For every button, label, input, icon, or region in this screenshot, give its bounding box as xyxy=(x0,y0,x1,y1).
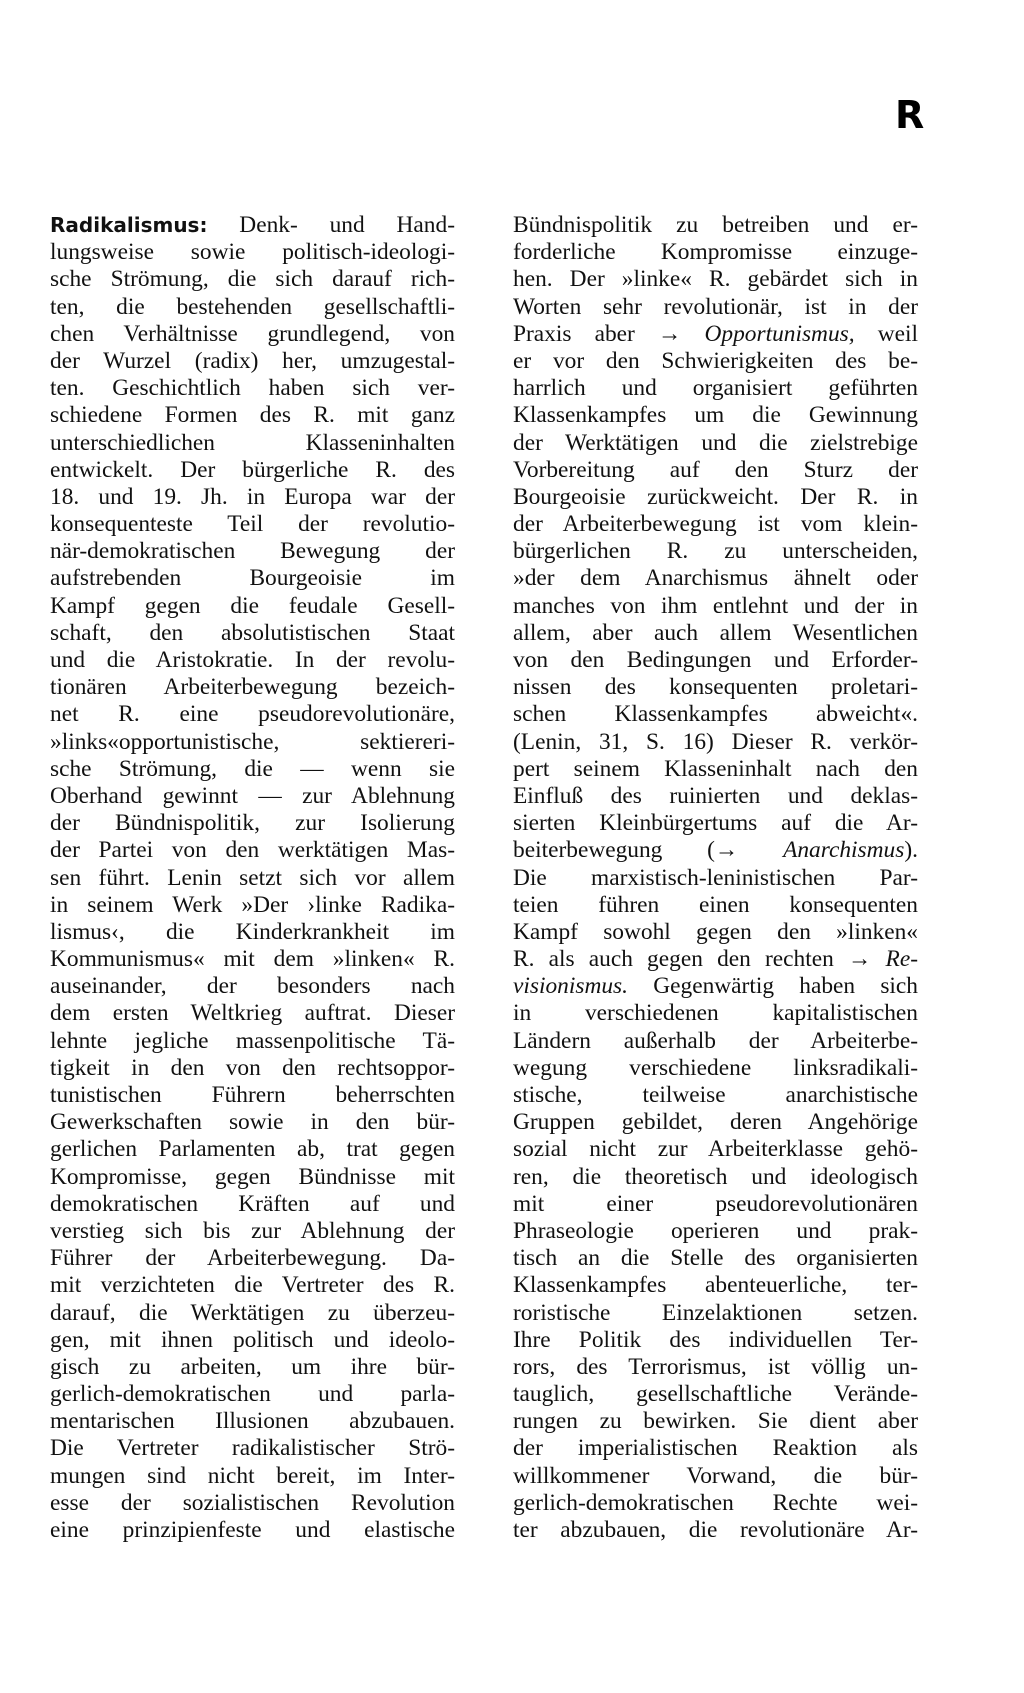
text-line: willkommener Vorwand, die bür- xyxy=(513,1462,918,1489)
text-line-segment: beiterbewegung (→ xyxy=(513,837,784,864)
text-line: Einfluß des ruinierten und deklas- xyxy=(513,782,918,809)
text-line: Kampf sowohl gegen den »linken« xyxy=(513,918,918,945)
text-line: Kompromisse, gegen Bündnisse mit xyxy=(50,1163,455,1190)
text-line-segment: Praxis aber → xyxy=(513,320,705,347)
text-line-segment: Gegenwärtig haben sich xyxy=(628,973,918,1000)
text-line: mit einer pseudorevolutionären xyxy=(513,1190,918,1217)
text-line: rors, des Terrorismus, ist völlig un- xyxy=(513,1353,918,1380)
text-line: mit verzichteten die Vertreter des R. xyxy=(50,1272,455,1299)
text-line: der Bündnispolitik, zur Isolierung xyxy=(50,810,455,837)
text-line: dem ersten Weltkrieg auftrat. Dieser xyxy=(50,1000,455,1027)
text-line: ren, die theoretisch und ideologisch xyxy=(513,1163,918,1190)
text-line: stische, teilweise anarchistische xyxy=(513,1082,918,1108)
text-line: esse der sozialistischen Revolution xyxy=(50,1489,455,1516)
cross-reference-revisionismus: Re- xyxy=(885,946,918,973)
text-line: schaft, den absolutistischen Staat xyxy=(50,619,455,646)
text-line: auseinander, der besonders nach xyxy=(50,973,455,1000)
text-line: verstieg sich bis zur Ablehnung der xyxy=(50,1217,455,1244)
text-line: aufstrebenden Bourgeoisie im xyxy=(50,565,455,592)
text-line-segment: R. als auch gegen den rechten → xyxy=(513,946,886,973)
text-line: Kampf gegen die feudale Gesell- xyxy=(50,592,455,619)
text-line: Führer der Arbeiterbewegung. Da- xyxy=(50,1245,455,1272)
text-line: in verschiedenen kapitalistischen xyxy=(513,1000,918,1027)
right-column xyxy=(513,212,918,1544)
text-line: hen. Der »linke« R. gebärdet sich in xyxy=(513,266,918,293)
cross-reference-anarchismus: Anarchismus xyxy=(783,837,905,864)
text-line: forderliche Kompromisse einzuge- xyxy=(513,239,918,266)
text-line: nissen des konsequenten proletari- xyxy=(513,674,918,701)
text-line: Die Vertreter radikalistischer Strö- xyxy=(50,1435,455,1462)
text-line: tauglich, gesellschaftliche Verände- xyxy=(513,1381,918,1408)
text-line: tigkeit in den von den rechtsoppor- xyxy=(50,1054,455,1081)
headword: Radikalismus: xyxy=(50,213,208,237)
text-line: wegung verschiedene linksradikali- xyxy=(513,1054,918,1081)
text-line: sierten Kleinbürgertums auf die Ar- xyxy=(513,810,918,837)
text-line: lehnte jegliche massenpolitische Tä- xyxy=(50,1027,455,1054)
text-line: demokratischen Kräften auf und xyxy=(50,1190,455,1217)
text-line: Ihre Politik des individuellen Ter- xyxy=(513,1326,918,1353)
text-line: Vorbereitung auf den Sturz der xyxy=(513,456,918,483)
text-line: lismus‹, die Kinderkrankheit im xyxy=(50,918,455,945)
text-line: ten, die bestehenden gesellschaftli- xyxy=(50,293,455,320)
text-line: sozial nicht zur Arbeiterklasse gehö- xyxy=(513,1136,918,1163)
text-line: gen, mit ihnen politisch und ideolo- xyxy=(50,1326,455,1353)
text-line: Bourgeoisie zurückweicht. Der R. in xyxy=(513,483,918,510)
text-line-segment: weil xyxy=(854,320,918,347)
text-line: der Werktätigen und die zielstrebige xyxy=(513,429,918,456)
text-line: gerlich-demokratischen Rechte wei- xyxy=(513,1489,918,1516)
text-line: när-demokratischen Bewegung der xyxy=(50,538,455,565)
text-line: 18. und 19. Jh. in Europa war der xyxy=(50,483,455,510)
text-line: »der dem Anarchismus ähnelt oder xyxy=(513,565,918,592)
text-line: er vor den Schwierigkeiten des be- xyxy=(513,347,918,374)
text-line: darauf, die Werktätigen zu überzeu- xyxy=(50,1299,455,1326)
text-line: schiedene Formen des R. mit ganz xyxy=(50,402,455,429)
text-line: chen Verhältnisse grundlegend, von xyxy=(50,320,455,347)
text-line: Oberhand gewinnt — zur Ablehnung xyxy=(50,782,455,809)
text-line: net R. eine pseudorevolutionäre, xyxy=(50,701,455,728)
text-line: von den Bedingungen und Erforder- xyxy=(513,647,918,673)
text-line xyxy=(50,212,455,239)
text-line xyxy=(513,973,918,1000)
text-line: Phraseologie operieren und prak- xyxy=(513,1217,918,1244)
text-line: manches von ihm entlehnt und der in xyxy=(513,592,918,619)
text-line: der imperialistischen Reaktion als xyxy=(513,1435,918,1462)
text-line: entwickelt. Der bürgerliche R. des xyxy=(50,456,455,483)
text-line: gerlichen Parlamenten ab, trat gegen xyxy=(50,1136,455,1163)
text-line: Klassenkampfes abenteuerliche, ter- xyxy=(513,1272,918,1299)
text-line: bürgerlichen R. zu unterscheiden, xyxy=(513,538,918,565)
text-line xyxy=(513,837,918,864)
text-line: tionären Arbeiterbewegung bezeich- xyxy=(50,674,455,701)
text-line: schen Klassenkampfes abweicht«. xyxy=(513,701,918,728)
text-line: ter abzubauen, die revolutionäre Ar- xyxy=(513,1517,918,1543)
text-line: harrlich und organisiert geführten xyxy=(513,375,918,402)
text-line: sche Strömung, die — wenn sie xyxy=(50,755,455,782)
text-line: roristische Einzelaktionen setzen. xyxy=(513,1299,918,1326)
text-line: mungen sind nicht bereit, im Inter- xyxy=(50,1462,455,1489)
text-line: pert seinem Klasseninhalt nach den xyxy=(513,755,918,782)
text-line: rungen zu bewirken. Sie dient aber xyxy=(513,1408,918,1435)
text-line: Klassenkampfes um die Gewinnung xyxy=(513,402,918,429)
text-line: und die Aristokratie. In der revolu- xyxy=(50,647,455,673)
text-line xyxy=(513,321,918,348)
text-line: tisch an die Stelle des organisierten xyxy=(513,1245,918,1272)
text-line-segment: Denk- und Hand- xyxy=(207,212,455,238)
text-line: allem, aber auch allem Wesentlichen xyxy=(513,619,918,646)
text-line: ten. Geschichtlich haben sich ver- xyxy=(50,375,455,402)
text-line: konsequenteste Teil der revolutio- xyxy=(50,511,455,538)
text-line: der Wurzel (radix) her, umzugestal- xyxy=(50,347,455,374)
text-line: der Partei von den werktätigen Mas- xyxy=(50,837,455,864)
text-line: Gewerkschaften sowie in den bür- xyxy=(50,1109,455,1136)
left-column xyxy=(50,212,455,1544)
text-line: gisch zu arbeiten, um ihre bür- xyxy=(50,1353,455,1380)
text-line: Ländern außerhalb der Arbeiterbe- xyxy=(513,1027,918,1054)
text-line: sen führt. Lenin setzt sich vor allem xyxy=(50,864,455,891)
text-line: eine prinzipienfeste und elastische xyxy=(50,1517,455,1543)
text-line: Worten sehr revolutionär, ist in der xyxy=(513,293,918,320)
text-line: unterschiedlichen Klasseninhalten xyxy=(50,429,455,456)
text-line: (Lenin, 31, S. 16) Dieser R. verkör- xyxy=(513,728,918,755)
text-line: sche Strömung, die sich darauf rich- xyxy=(50,266,455,293)
text-line: teien führen einen konsequenten xyxy=(513,891,918,918)
text-line: Kommunismus« mit dem »linken« R. xyxy=(50,946,455,973)
section-letter: R xyxy=(895,93,925,137)
text-line: tunistischen Führern beherrschten xyxy=(50,1082,455,1108)
text-line: Gruppen gebildet, deren Angehörige xyxy=(513,1109,918,1136)
text-line: Bündnispolitik zu betreiben und er- xyxy=(513,212,918,238)
text-line-segment: ). xyxy=(904,837,918,864)
text-line: »links«opportunistische, sektiereri- xyxy=(50,728,455,755)
text-line xyxy=(513,946,918,973)
text-line: gerlich-demokratischen und parla- xyxy=(50,1381,455,1408)
text-line: lungsweise sowie politisch-ideologi- xyxy=(50,239,455,266)
text-line: in seinem Werk »Der ›linke Radika- xyxy=(50,891,455,918)
text-line: Die marxistisch-leninistischen Par- xyxy=(513,864,918,891)
cross-reference-revisionismus-continued: visionismus. xyxy=(513,973,629,1000)
text-line: mentarischen Illusionen abzubauen. xyxy=(50,1408,455,1435)
cross-reference-opportunismus: Opportunismus, xyxy=(704,320,855,347)
text-line: der Arbeiterbewegung ist vom klein- xyxy=(513,511,918,538)
